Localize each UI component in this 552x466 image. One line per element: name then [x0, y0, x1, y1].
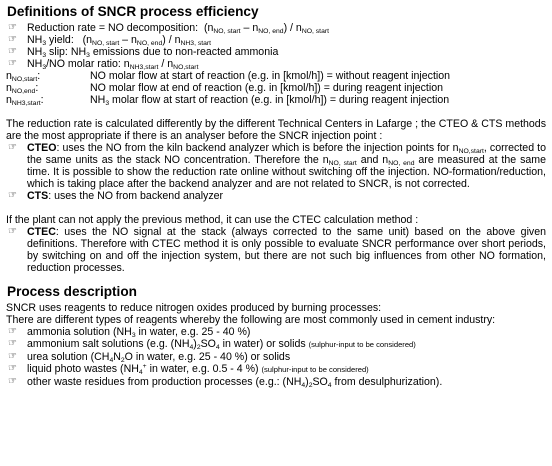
pointing-hand-icon: ☞ — [8, 142, 17, 153]
pointing-hand-icon: ☞ — [8, 351, 17, 362]
pointing-hand-icon: ☞ — [8, 226, 17, 237]
pointing-hand-icon: ☞ — [8, 34, 17, 45]
bullet-cteo: ☞ CTEO: uses the NO from the kiln backend analyzer which is before the injection points for $n_{NO,start}$, corrected to the same units as the stack NO concentration. Therefore the $n_{NO, start}$ and $n_{NO, end}$ are measured at the same time. It is possible to show the reduction rate online without switching off the injection. NO-formation/reduction, which is taking place after the backend analyzer and are not related to SNCR, is not corrected. — [8, 142, 547, 190]
pointing-hand-icon: ☞ — [8, 46, 17, 57]
pointing-hand-icon: ☞ — [8, 22, 17, 33]
list-item-photo-wastes: ☞ liquid photo wastes ($NH_4^+$ in water, e.g. 0.5 - 4 %) (sulphur-input to be considered) — [8, 363, 369, 376]
pointing-hand-icon: ☞ — [8, 376, 17, 387]
paragraph-sncr-uses: SNCR uses reagents to reduce nitrogen oxides produced by burning processes: — [6, 302, 382, 314]
definitions-list — [6, 70, 546, 106]
paragraph-reagent-types: There are different types of reagents whereby the following are most commonly used in cement industry: — [6, 314, 496, 326]
paragraph-reduction-rate: The reduction rate is calculated differently by the different Technical Centers in Lafarge ; the CTEO & CTS methods are the most appropriate if there is an analyser before the SNCR injection point : — [6, 118, 546, 142]
section-title-definitions: Definitions of SNCR process efficiency — [7, 4, 259, 19]
list-item-ammonia: ☞ ammonia solution ($NH_3$ in water, e.g. 25 - 40 %) — [8, 326, 251, 339]
ctec-label: CTEC — [27, 226, 56, 238]
pointing-hand-icon: ☞ — [8, 326, 17, 337]
definition-row: $n_{NH3,start}$: $NH_3$ molar flow at start of reaction (e.g. in [kmol/h]) = during reagent injection — [6, 94, 450, 107]
pointing-hand-icon: ☞ — [8, 190, 17, 201]
pointing-hand-icon: ☞ — [8, 338, 17, 349]
bullet-molar-ratio: ☞ $NH_3/NO$ molar ratio: $n_{NH3,start} / n_{NO,start}$ — [8, 58, 199, 71]
paragraph-ctec-intro: If the plant can not apply the previous method, it can use the CTEC calculation method : — [6, 214, 419, 226]
pointing-hand-icon: ☞ — [8, 58, 17, 69]
bullet-cts: ☞ CTS: uses the NO from backend analyzer — [8, 190, 224, 202]
list-item-ammonium-salt: ☞ ammonium salt solutions (e.g. $(NH_4)_2SO_4$ in water) or solids (sulphur-input to be considered) — [8, 338, 416, 351]
cteo-label: CTEO — [27, 142, 57, 154]
list-item-urea: ☞ urea solution ($CH_4N_2O$ in water, e.g. 25 - 40 %) or solids — [8, 351, 291, 364]
bullet-nh3-slip: ☞ $NH_3$ slip: $NH_3$ emissions due to non-reacted ammonia — [8, 46, 279, 59]
section-title-process-description: Process description — [7, 284, 137, 299]
cts-label: CTS — [27, 190, 49, 202]
document — [6, 4, 546, 388]
bullet-reduction-rate: ☞ Reduction rate = NO decomposition: $(n_{NO, start} - n_{NO, end}) / n_{NO, start}$ — [8, 22, 330, 35]
definition-row: $n_{NO,end}$: NO molar flow at end of reaction (e.g. in [kmol/h]) = during reagent injection — [6, 82, 444, 95]
pointing-hand-icon: ☞ — [8, 363, 17, 374]
list-item-waste-residues: ☞ other waste residues from production processes (e.g.: $(NH_4)_2SO_4$ from desulphurization). — [8, 376, 443, 389]
bullet-nh3-yield: ☞ $NH_3$ yield: $(n_{NO, start} - n_{NO, end}) / n_{NH3, start}$ — [8, 34, 212, 47]
definition-row: $n_{NO,start}$: NO molar flow at start of reaction (e.g. in [kmol/h]) = without reagent injection — [6, 70, 451, 83]
bullet-ctec: ☞ CTEC: uses the NO signal at the stack (always corrected to the same unit) based on the above given definitions. Therefore with CTEC method it is only possible to evaluate SNCR performance over short periods, by switching on and off the injection system, but there are not such big influences from other NO formation, reduction processes. — [8, 226, 546, 274]
